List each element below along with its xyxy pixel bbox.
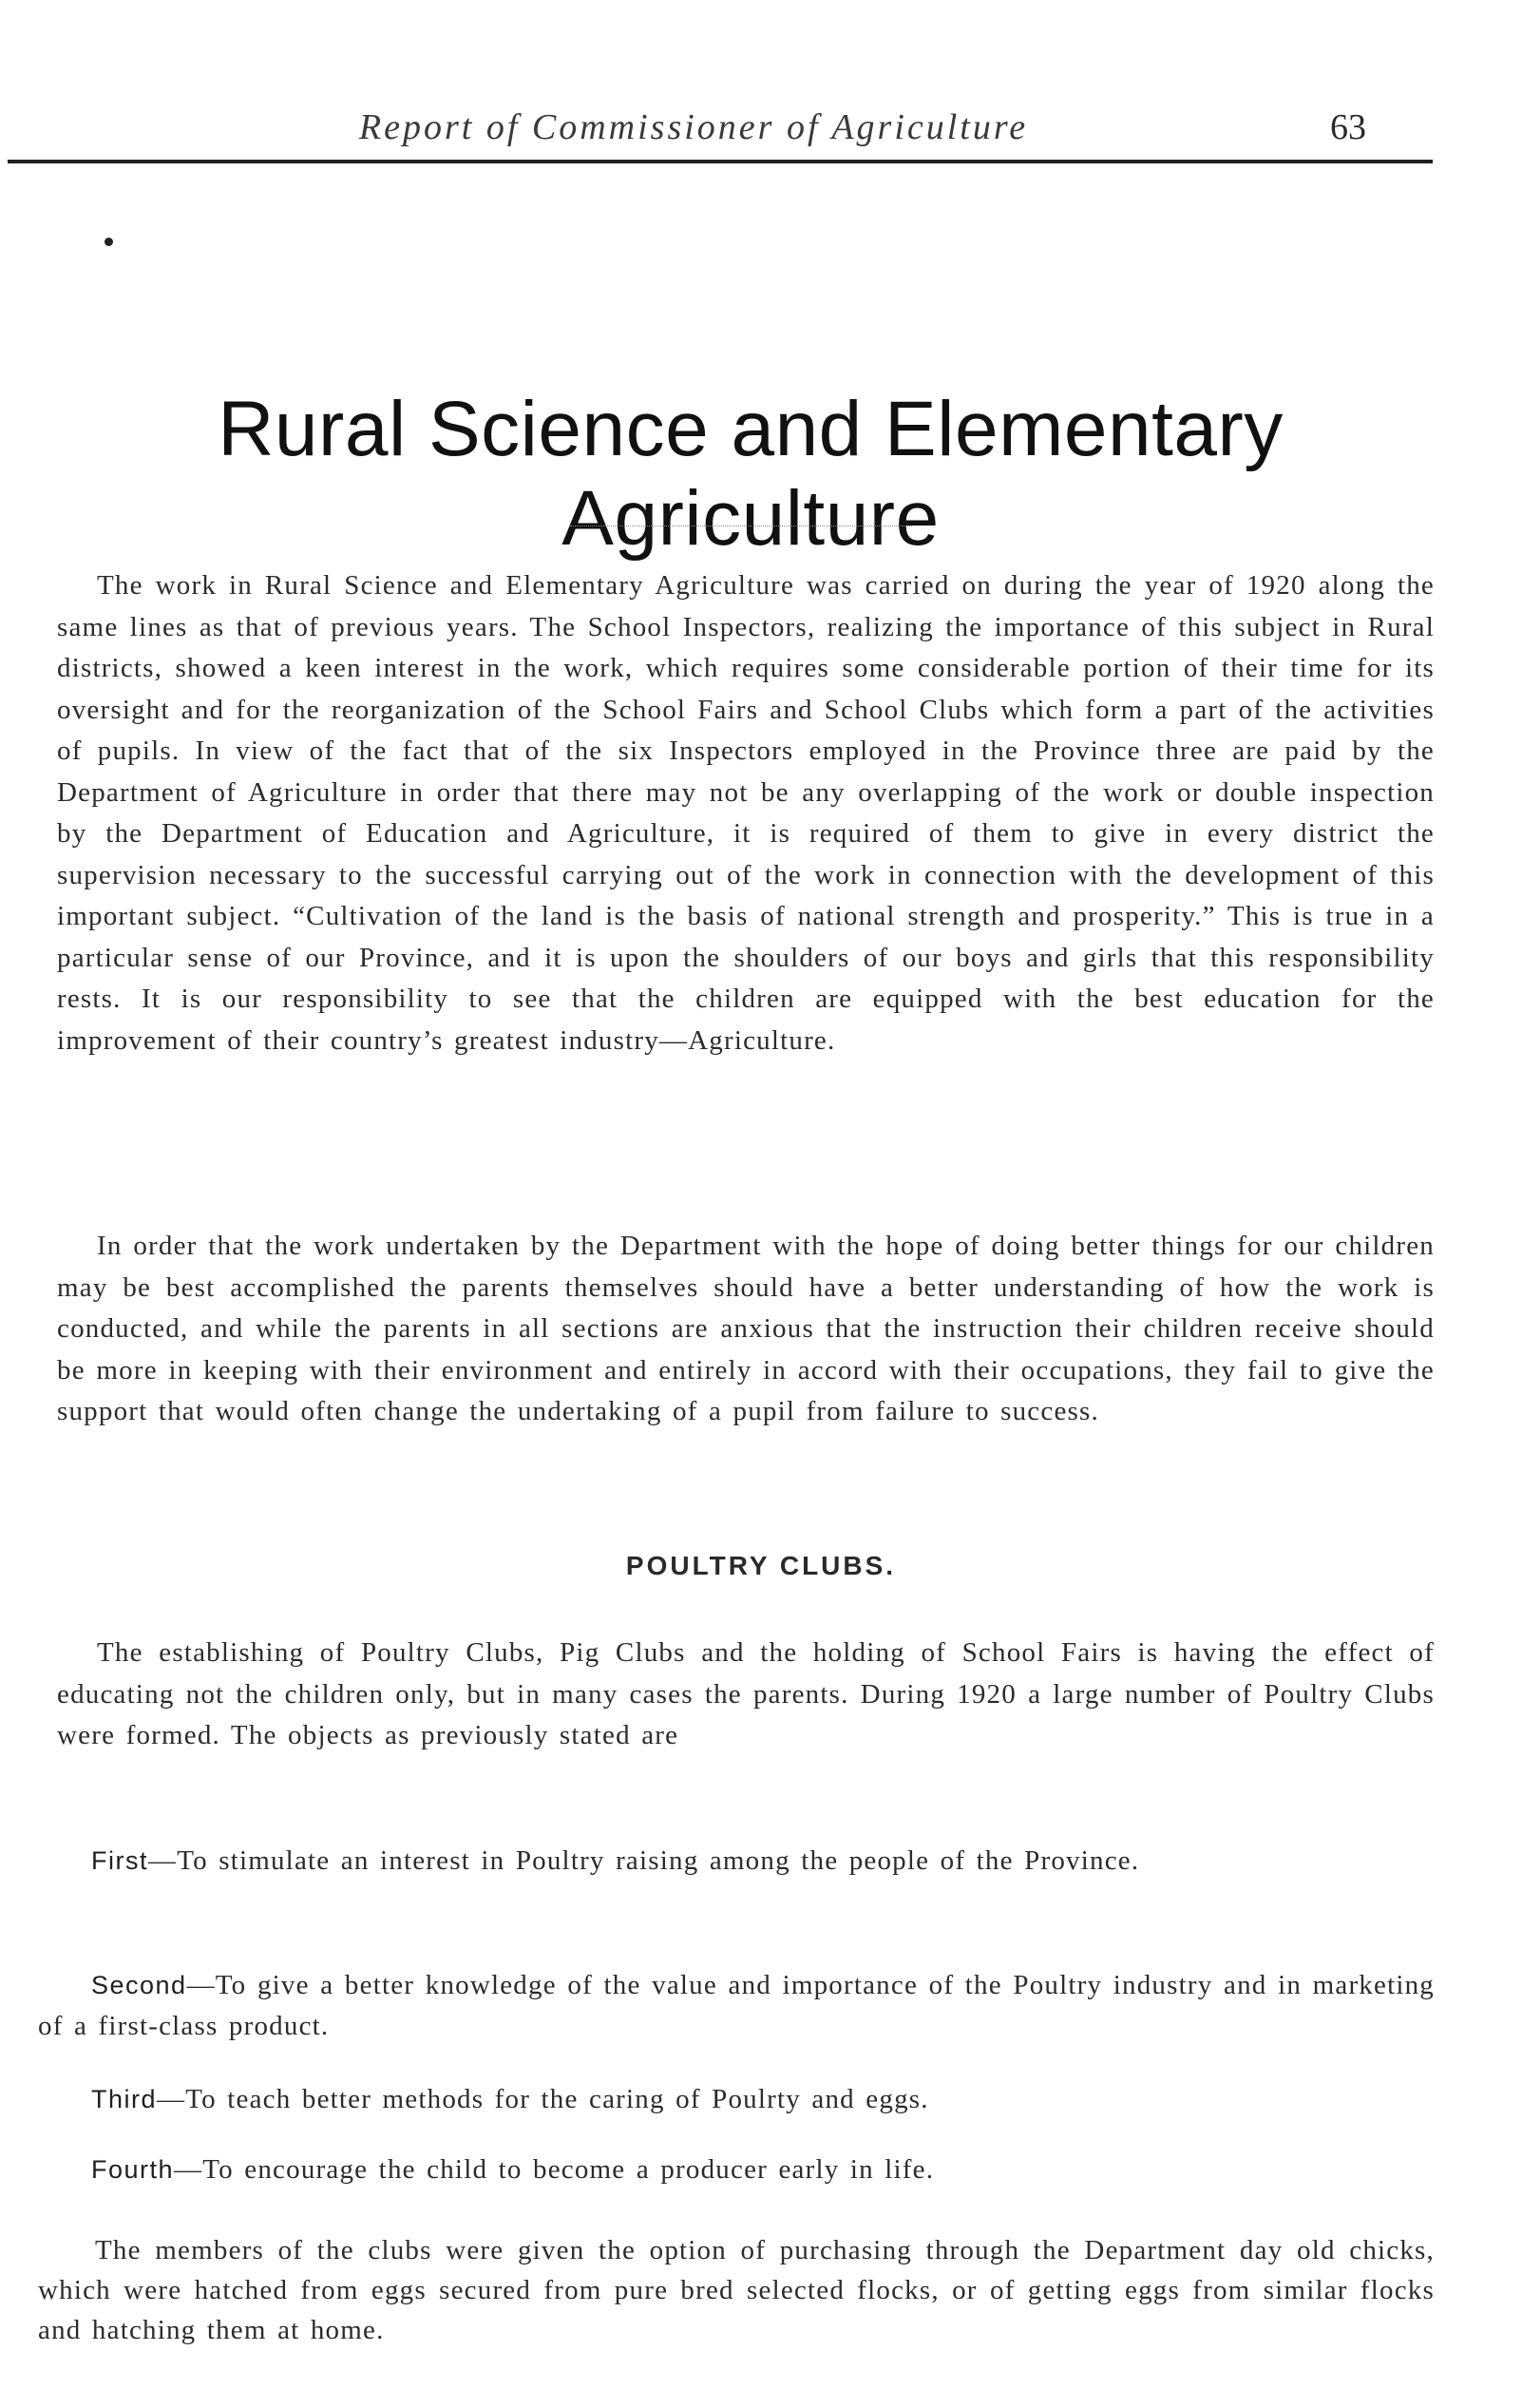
objective-text: To teach better methods for the caring of Poulrty and eggs. bbox=[185, 2084, 929, 2114]
objective-lead: First bbox=[91, 1846, 148, 1875]
objective-third bbox=[38, 2079, 1435, 2120]
objective-fourth bbox=[38, 2150, 1435, 2190]
running-head: Report of Commissioner of Agriculture bbox=[358, 107, 1029, 147]
objective-separator: — bbox=[174, 2154, 203, 2185]
body-paragraph-1: The work in Rural Science and Elementary Agriculture was carried on during the year of 1920 along the same lines as that of previous years. The School Inspectors, realizing the importance of this subject in Rural districts, showed a keen interest in the work, which requires some considerable portion of their time for its oversight and for the reorganization of the School Fairs and School Clubs which form a part of the activities of pupils. In view of the fact that of the six Inspectors employed in the Province three are paid by the Department of Agriculture in order that there may not be any overlapping of the work or double inspection by the Department of Education and Agriculture, it is required of them to give in every district the supervision necessary to the successful carrying out of the work in connection with the development of this important subject. “Cultivation of the land is the basis of national strength and prosperity.” This is true in a particular sense of our Province, and it is upon the shoulders of our boys and girls that this responsibility rests. It is our responsibility to see that the children are equipped with the best education for the improvement of their country’s greatest industry—Agriculture. bbox=[57, 570, 1435, 1056]
header-rule bbox=[8, 160, 1433, 163]
objective-lead: Third bbox=[91, 2085, 158, 2113]
closing-paragraph: The members of the clubs were given the option of purchasing through the Department day old chicks, which were hatched from eggs secured from pure bred selected flocks, or of getting eggs from similar flocks and hatching them at home. bbox=[38, 2235, 1435, 2345]
poultry-intro-paragraph: The establishing of Poultry Clubs, Pig Clubs and the holding of School Fairs is having the effect of educating not the children only, but in many cases the parents. During 1920 a large number of Poultry Clubs were formed. The objects as previously stated are bbox=[57, 1637, 1435, 1750]
print-dot bbox=[105, 238, 113, 246]
objective-text: To stimulate an interest in Poultry raising among the people of the Province. bbox=[177, 1845, 1140, 1876]
objective-text: To encourage the child to become a producer early in life. bbox=[202, 2154, 935, 2185]
objective-lead: Fourth bbox=[91, 2155, 175, 2184]
objective-text: To give a better knowledge of the value and importance of the Poultry industry and in marketing of a first-class product. bbox=[38, 1970, 1435, 2041]
page-title: Rural Science and Elementary Agriculture bbox=[218, 386, 1284, 562]
page-number: 63 bbox=[1330, 107, 1366, 147]
objective-lead: Second bbox=[91, 1971, 187, 1999]
objective-separator: — bbox=[186, 1970, 216, 2000]
objective-first bbox=[38, 1841, 1435, 1882]
section-heading-poultry-clubs: POULTRY CLUBS. bbox=[625, 1551, 897, 1580]
body-paragraph-2: In order that the work undertaken by the Department with the hope of doing better things for our children may be best accomplished the parents themselves should have a better understanding of how the work is conducted, and while the parents in all sections are anxious that the instruction their children receive should be more in keeping with their environment and entirely in accord with their occupations, they fail to give the support that would often change the undertaking of a pupil from failure to success. bbox=[57, 1231, 1435, 1426]
objective-second bbox=[38, 1965, 1435, 2047]
objective-separator: — bbox=[147, 1845, 178, 1876]
objective-separator: — bbox=[157, 2084, 186, 2114]
